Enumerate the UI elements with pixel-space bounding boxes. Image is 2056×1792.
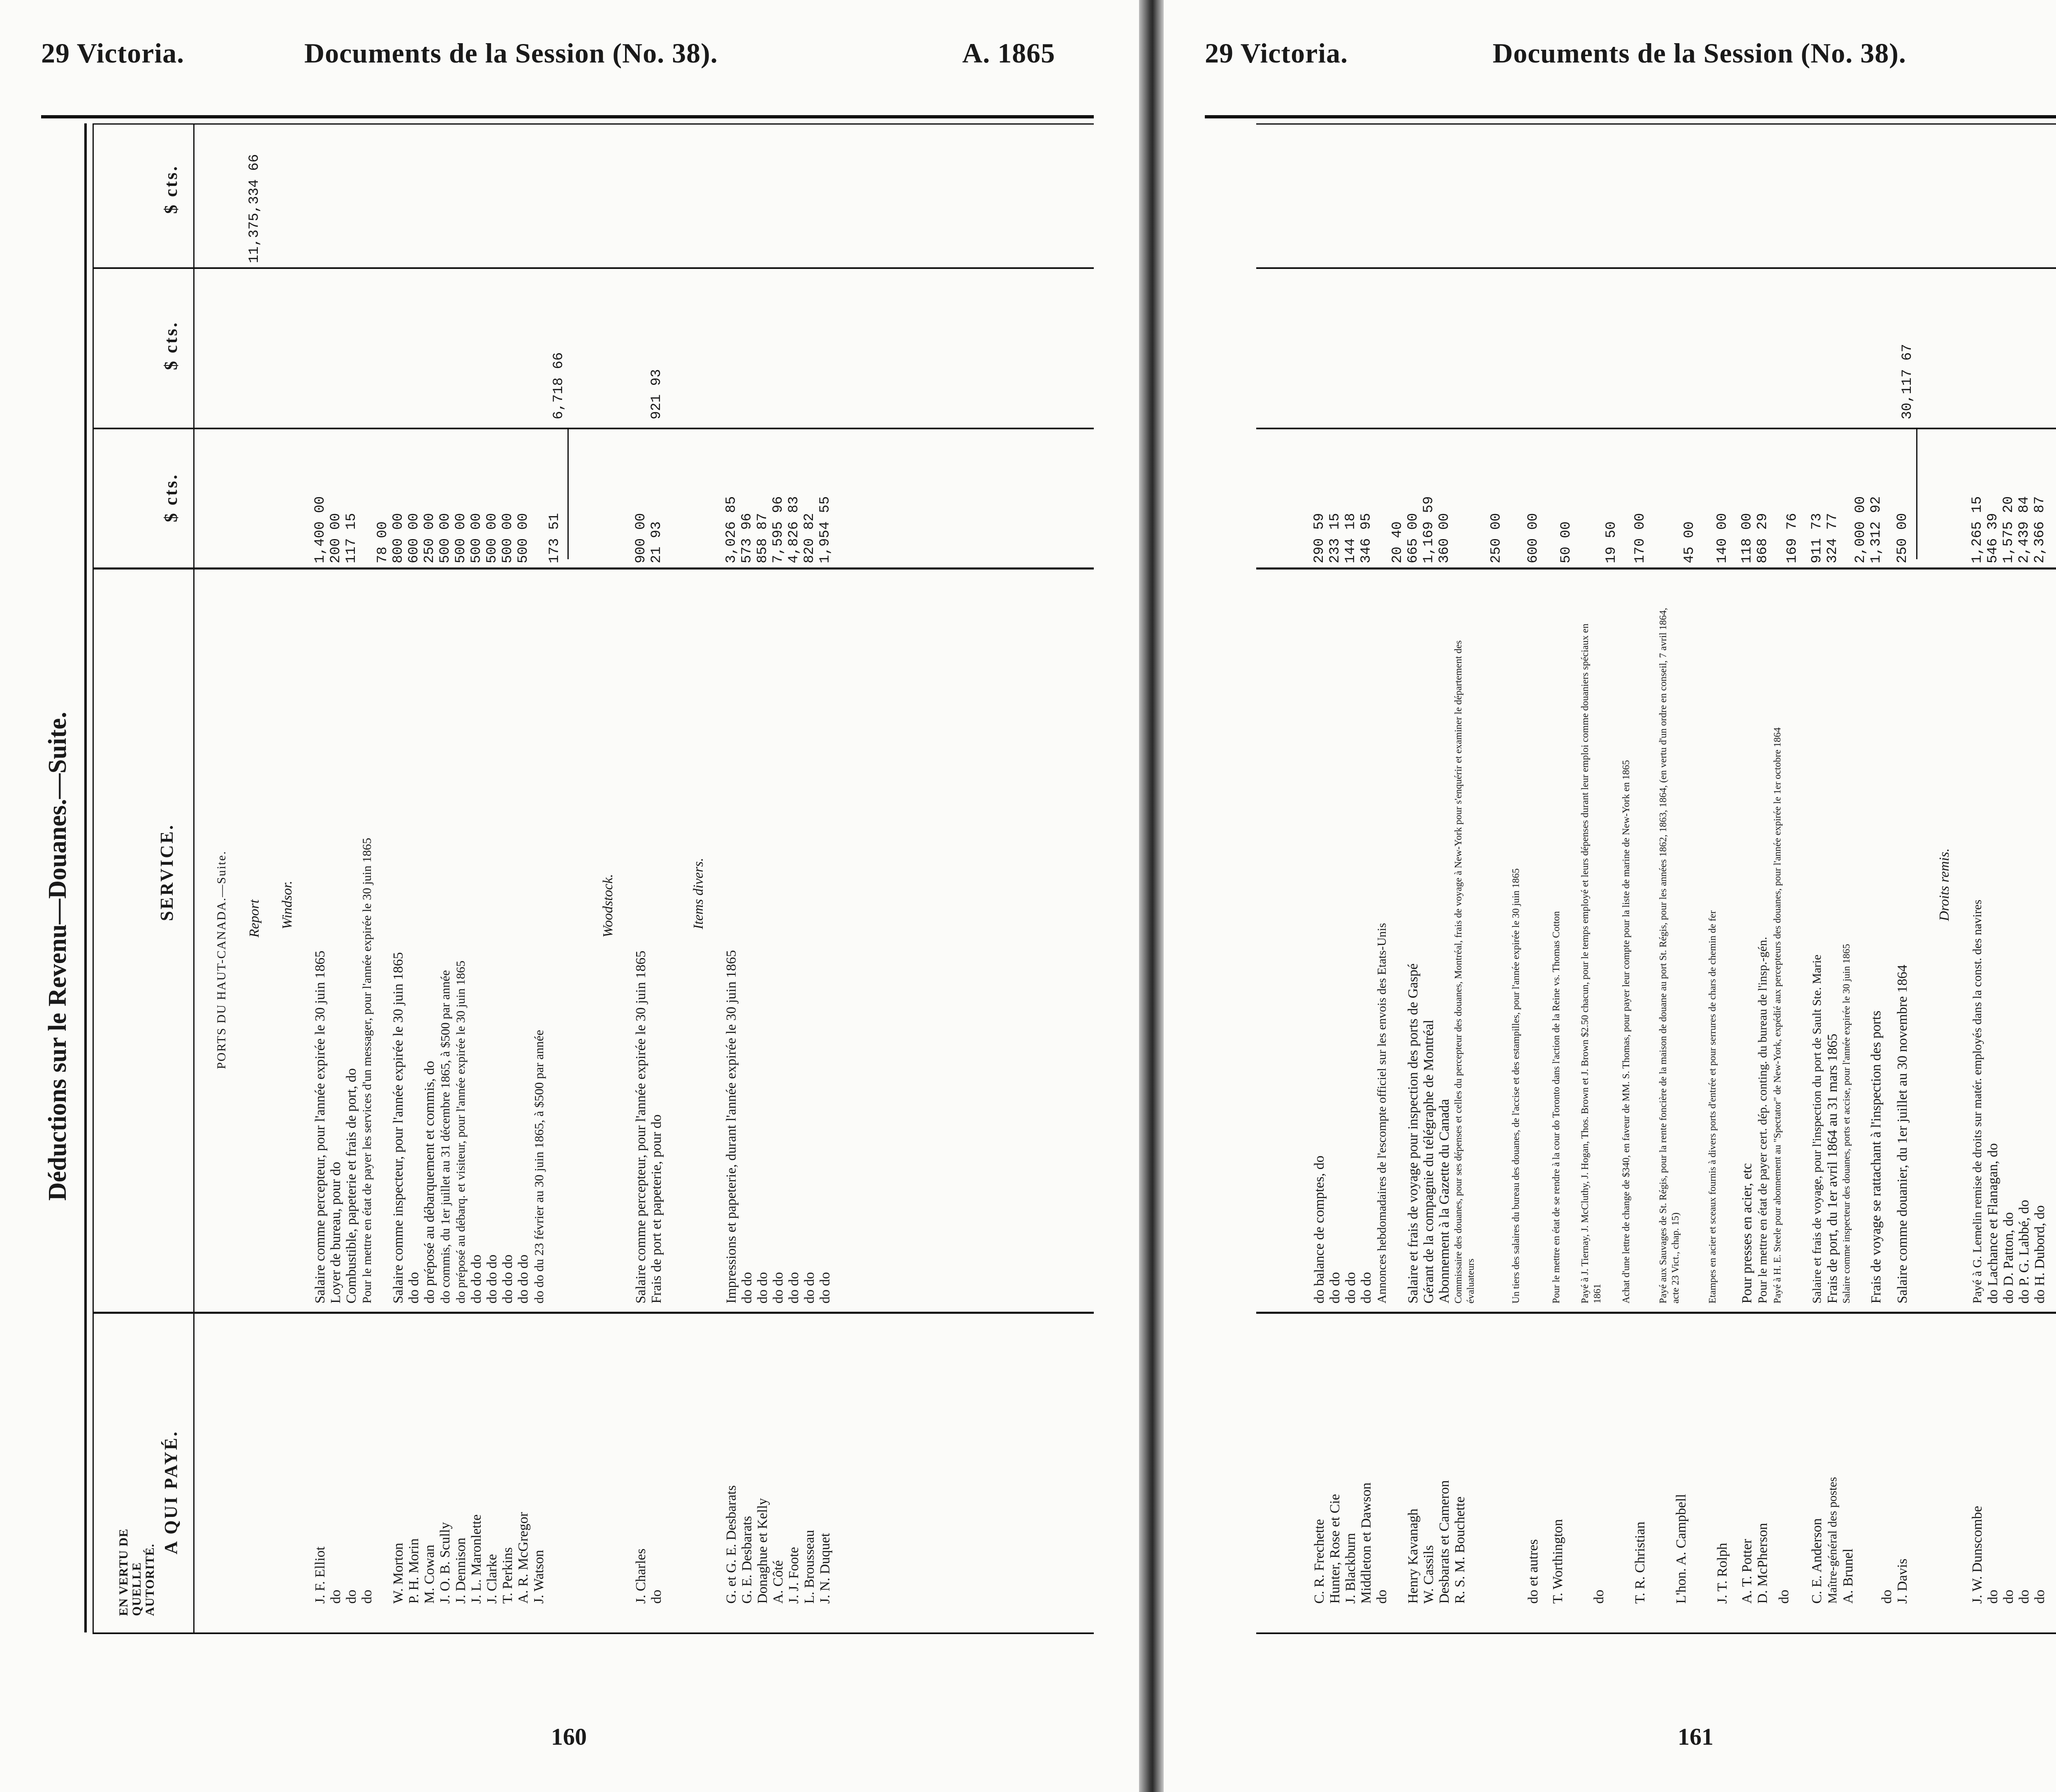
payee: D. McPherson <box>1755 1523 1770 1604</box>
amount: 4,826 83 <box>786 496 802 563</box>
amount: 290 59 <box>1312 513 1327 563</box>
payee: Henry Kavanagh <box>1405 1508 1421 1604</box>
col-amount-header: $ cts. <box>161 473 181 522</box>
service: Pour le mettre en état de payer les services d'un messager, pour l'année expirée le 30 juin 1865 <box>360 838 374 1303</box>
col-total-header: $ cts. <box>161 164 181 214</box>
amount: 500 00 <box>516 513 531 563</box>
items-divers-heading: Items divers. <box>691 858 706 929</box>
sum-rule <box>1916 428 1917 559</box>
col-authority-header: EN VERTU DE QUELLE AUTORITÉ. <box>117 1528 157 1616</box>
payee: do et autres <box>1526 1539 1541 1604</box>
service: Salaire comme inspecteur des douanes, ports et accise, pour l'année expirée le 30 juin 1865 <box>1841 944 1852 1303</box>
service: Payé à J. Tiernay, J. McCluthy, J. Hogan, Thos. Brown et J. Brown $2.50 chacun, pour le temps employé et leurs dépenses durant leur emploi comme douaniers spéciaux en 1861 <box>1580 623 1603 1303</box>
service: Abonnement à la Gazette du Canada <box>1437 1099 1452 1303</box>
amount: 20 40 <box>1390 521 1405 563</box>
report-total: 11,375,334 66 <box>247 154 262 263</box>
service: do P. G. Labbé, do <box>2017 1199 2032 1303</box>
frame-left-rule-2 <box>93 123 94 1632</box>
payee: do <box>328 1590 343 1604</box>
amount: 2,366 87 <box>2032 496 2048 563</box>
service: do préposé au débarq. et visiteur, pour l'année expirée le 30 juin 1865 <box>454 961 468 1303</box>
payee: A. Côté <box>771 1560 786 1604</box>
payee: A. R. McGregor <box>516 1512 531 1604</box>
amount: 500 00 <box>469 513 484 563</box>
payee: M. Cowan <box>422 1544 437 1604</box>
payee: do <box>344 1590 359 1604</box>
amount: 900 00 <box>633 513 649 563</box>
payee: do <box>359 1590 375 1604</box>
amount: 500 00 <box>453 513 469 563</box>
payee: W. Cassils <box>1421 1545 1436 1604</box>
frame-top-inner <box>93 123 1094 125</box>
payee: C. E. Anderson <box>1809 1518 1824 1604</box>
service: do do do <box>516 1255 531 1303</box>
payee: J. Davis <box>1895 1558 1910 1604</box>
amount: 346 95 <box>1359 513 1374 563</box>
payee: Desbarats et Cameron <box>1437 1480 1452 1604</box>
payee: L. Brousseau <box>802 1530 817 1604</box>
service: Commissaire des douanes, pour ses dépenses et celles du percepteur des douanes, Montréal, frais de voyage à New-York pour s'enquérir et examiner le département des évaluateurs <box>1453 640 1476 1303</box>
amount: 200 00 <box>328 513 344 563</box>
top-rule <box>1205 115 2056 118</box>
payee: do <box>649 1590 664 1604</box>
amount: 250 00 <box>1489 513 1504 563</box>
service: Frais de port, du 1er avril 1864 au 31 mars 1865 <box>1825 1033 1840 1303</box>
header-center: Documents de la Session (No. 38). <box>1493 37 1906 69</box>
payee: A. Brunel <box>1841 1548 1856 1604</box>
payee: T. R. Christian <box>1632 1521 1648 1604</box>
service: Pour le mettre en état de se rendre à la cour do Toronto dans l'action de la Reine vs. Thomas Cotton <box>1551 911 1562 1303</box>
payee: J. O. B. Scully <box>438 1522 453 1604</box>
service: do do <box>1359 1272 1374 1303</box>
frame-top-inner <box>1256 123 2056 125</box>
service: do do <box>406 1272 421 1303</box>
payee: do <box>2017 1590 2032 1604</box>
page-number: 160 <box>551 1723 587 1750</box>
payee: Donaghue et Kelly <box>755 1498 770 1604</box>
amount: 170 00 <box>1632 513 1648 563</box>
payee: J. Blackburn <box>1343 1533 1358 1604</box>
report-label: Report <box>247 899 262 938</box>
service: do do <box>755 1272 770 1303</box>
service: Pour presses en acier, etc <box>1739 1163 1755 1303</box>
amount: 173 51 <box>547 513 563 563</box>
amount: 360 00 <box>1437 513 1452 563</box>
amount: 2,000 00 <box>1853 496 1868 563</box>
amount: 600 00 <box>406 513 422 563</box>
amount: 546 39 <box>1985 513 2001 563</box>
amount: 21 93 <box>649 521 664 563</box>
divider-amount-subtotal <box>93 428 1094 429</box>
amount: 1,169 59 <box>1421 496 1437 563</box>
amount: 858 87 <box>755 513 771 563</box>
amount: 820 82 <box>802 513 817 563</box>
amount: 50 00 <box>1558 521 1574 563</box>
payee: T. Perkins <box>500 1547 515 1604</box>
amount: 117 15 <box>344 513 359 563</box>
service: Salaire comme inspecteur, pour l'année expirée le 30 juin 1865 <box>391 952 406 1303</box>
divider-subtotal-total <box>1256 267 2056 269</box>
service: do do <box>786 1272 801 1303</box>
service: Payé aux Sauvages de St. Régis, pour la rente foncière de la maison de douane au port St. Régis, pour les années 1862, 1863, 1864, (en vertu d'un ordre en conseil, 7 avril 1864, acte 23 Vict., chap. 15) <box>1658 608 1681 1303</box>
service: do Lachance et Flanagan, do <box>1985 1143 2000 1303</box>
payee: J. J. Foote <box>786 1547 801 1604</box>
payee: do <box>1591 1590 1607 1604</box>
amount: 19 50 <box>1604 521 1619 563</box>
payee: G. et G. E. Desbarats <box>724 1485 739 1604</box>
payee: J. Clarke <box>484 1554 500 1604</box>
service: Un tiers des salaires du bureau des douanes, de l'accise et des estampilles, pour l'année expirée le 30 juin 1865 <box>1511 868 1521 1303</box>
service: Salaire comme percepteur, pour l'année expirée le 30 juin 1865 <box>313 950 328 1303</box>
header-row-rule <box>193 123 194 1632</box>
service: do do do <box>500 1255 515 1303</box>
windsor-sum-rule <box>567 428 569 559</box>
droits-remis-heading: Droits remis. <box>1937 848 1952 921</box>
top-rule <box>41 115 1094 118</box>
amount: 324 77 <box>1825 513 1841 563</box>
service: do do <box>802 1272 817 1303</box>
woodstock-heading: Woodstock. <box>600 874 616 938</box>
col-subtotal-header: $ cts. <box>161 321 181 370</box>
amount: 140 00 <box>1715 513 1730 563</box>
payee: J. F. Elliot <box>313 1547 328 1604</box>
payee: L'hon. A. Campbell <box>1674 1494 1689 1604</box>
amount: 250 00 <box>422 513 438 563</box>
service: Salaire comme percepteur, pour l'année expirée le 30 juin 1865 <box>633 950 648 1303</box>
amount: 1,954 55 <box>817 496 833 563</box>
payee: T. Worthington <box>1550 1519 1565 1604</box>
service: Salaire comme douanier, du 1er juillet au 30 novembre 1864 <box>1895 965 1910 1303</box>
amount: 144 18 <box>1343 513 1359 563</box>
payee: do <box>1776 1590 1792 1604</box>
windsor-heading: Windsor. <box>280 880 295 929</box>
amount: 1,265 15 <box>1970 496 1985 563</box>
payee: J. Charles <box>633 1548 648 1604</box>
service: do do <box>739 1272 755 1303</box>
book-gutter <box>1139 0 1164 1792</box>
service: Frais de voyage se rattachant à l'inspection des ports <box>1868 1010 1884 1303</box>
service: do préposé au débarquement et commis, do <box>422 1060 437 1303</box>
amount: 911 73 <box>1809 513 1825 563</box>
payee: R. S. M. Bouchette <box>1452 1496 1468 1604</box>
divider-subtotal-total <box>93 267 1094 269</box>
service: Salaire et frais de voyage pour inspection des ports de Gaspé <box>1405 963 1421 1303</box>
amount: 1,575 20 <box>2001 496 2017 563</box>
amount: 573 96 <box>739 513 755 563</box>
amount: 118 00 <box>1739 513 1755 563</box>
payee: J. L. Maronlette <box>469 1514 484 1604</box>
service: do commis, du 1er juillet au 31 décembre 1865, à $500 par année <box>438 970 452 1303</box>
right-page <box>1164 0 2056 1792</box>
payee: W. Morton <box>391 1543 406 1604</box>
service: Frais de port et papeterie, pour do <box>649 1114 664 1303</box>
divider-amount-subtotal <box>1256 428 2056 429</box>
amount: 500 00 <box>438 513 453 563</box>
payee: Hunter, Rose et Cie <box>1327 1494 1343 1604</box>
service: Payé à H. E. Steele pour abonnement au "Spectator" de New-York, expédié aux percepteurs des douanes, pour l'année expirée le 1er octobre 1864 <box>1772 727 1783 1303</box>
amount: 800 00 <box>391 513 406 563</box>
divider-authority-payee <box>93 1312 1094 1314</box>
payee: J. Dennison <box>453 1537 468 1604</box>
service: Loyer de bureau, pour do <box>328 1162 343 1303</box>
service: do do <box>1343 1272 1358 1303</box>
payee: do <box>2032 1590 2047 1604</box>
frame-bottom-rule <box>1256 1632 2056 1634</box>
amount: 868 29 <box>1755 513 1771 563</box>
service: Etampes en acier et sceaux fournis à divers ports d'entrée et pour serrures de chars de chemin de fer <box>1707 910 1718 1303</box>
payee: J. W. Dunscombe <box>1970 1506 1985 1604</box>
payee: do <box>2001 1590 2016 1604</box>
amount: 500 00 <box>484 513 500 563</box>
service: Impressions et papeterie, durant l'année expirée le 30 juin 1865 <box>724 950 739 1303</box>
amount: 169 76 <box>1785 513 1800 563</box>
service: Combustible, papeterie et frais de port, do <box>344 1068 359 1303</box>
page-number: 161 <box>1678 1723 1713 1750</box>
service: do do do <box>484 1255 500 1303</box>
amount: 7,595 96 <box>771 496 786 563</box>
woodstock-subtotal: 921 93 <box>649 369 664 419</box>
service: Payé à G. Lemelin remise de droits sur matér. employés dans la const. des navires <box>1970 899 1984 1303</box>
frame-bottom-rule <box>93 1632 1094 1634</box>
service: do do <box>817 1272 833 1303</box>
amount: 600 00 <box>1526 513 1541 563</box>
windsor-subtotal: 6,718 66 <box>551 352 567 419</box>
payee: Maître-général des postes <box>1826 1477 1839 1604</box>
service: do balance de comptes, do <box>1312 1155 1327 1303</box>
amount: 78 00 <box>375 521 391 563</box>
divider-service-amount <box>93 567 1094 570</box>
amount: 2,439 84 <box>2017 496 2032 563</box>
payee: Middleton et Dawson <box>1359 1482 1374 1604</box>
payee: do <box>1985 1590 2000 1604</box>
payee: do <box>1879 1590 1894 1604</box>
col-service-header: SERVICE. <box>157 823 177 921</box>
payee: A. T. Potter <box>1739 1539 1755 1604</box>
header-center: Documents de la Session (No. 38). <box>304 37 718 69</box>
payee: do <box>1374 1590 1389 1604</box>
service: do H. Dubord, do <box>2032 1205 2047 1303</box>
amount: 3,026 85 <box>724 496 739 563</box>
payee: C. R. Frechette <box>1312 1519 1327 1604</box>
service: Annonces hebdomadaires de l'escompte officiel sur les envois des Etats-Unis <box>1375 923 1389 1303</box>
amount: 45 00 <box>1682 521 1697 563</box>
service: do do <box>1327 1272 1343 1303</box>
service: Gérant de la compagnie du télégraphe de Montréal <box>1421 1019 1436 1303</box>
col-payee-header: A QUI PAYÉ. <box>161 1430 181 1554</box>
amount: 233 15 <box>1327 513 1343 563</box>
service: Achat d'une lettre de change de $340, en faveur de MM. S. Thomas, pour payer leur compte pour la liste de marine de New-York en 1865 <box>1621 760 1632 1303</box>
subtotal-1: 30,117 67 <box>1900 344 1915 419</box>
divider-payee-service <box>1256 1312 2056 1314</box>
service: do do do <box>469 1255 484 1303</box>
service: do D. Patton, do <box>2001 1212 2016 1303</box>
amount: 1,312 92 <box>1868 496 1884 563</box>
payee: J. Watson <box>531 1550 546 1604</box>
amount: 250 00 <box>1895 513 1910 563</box>
service: Salaire et frais de voyage, pour l'inspection du port de Sault Ste. Marie <box>1810 954 1824 1303</box>
amount: 500 00 <box>500 513 516 563</box>
divider-service-amount <box>1256 567 2056 570</box>
payee: P. H. Morin <box>406 1538 421 1604</box>
amount: 1,400 00 <box>313 496 328 563</box>
service: do do <box>771 1272 786 1303</box>
payee: G. E. Desbarats <box>739 1516 755 1604</box>
payee: J. N. Duquet <box>817 1533 833 1604</box>
header-left: 29 Victoria. <box>1205 37 1348 69</box>
payee: J. T. Rolph <box>1715 1543 1730 1604</box>
header-right: A. 1865 <box>962 37 1056 69</box>
service: do do du 23 février au 30 juin 1865, à $500 par année <box>532 1030 546 1303</box>
frame-left-rule <box>84 123 87 1632</box>
service: Pour le mettre en état de payer cert. dép. conting. du bureau de l'insp.-gén. <box>1756 937 1769 1303</box>
page-title: Déductions sur le Revenu—Douanes.—Suite. <box>44 711 72 1201</box>
header-left: 29 Victoria. <box>41 37 185 69</box>
section-heading: PORTS DU HAUT-CANADA.—Suite. <box>215 850 228 1069</box>
amount: 665 00 <box>1405 513 1421 563</box>
